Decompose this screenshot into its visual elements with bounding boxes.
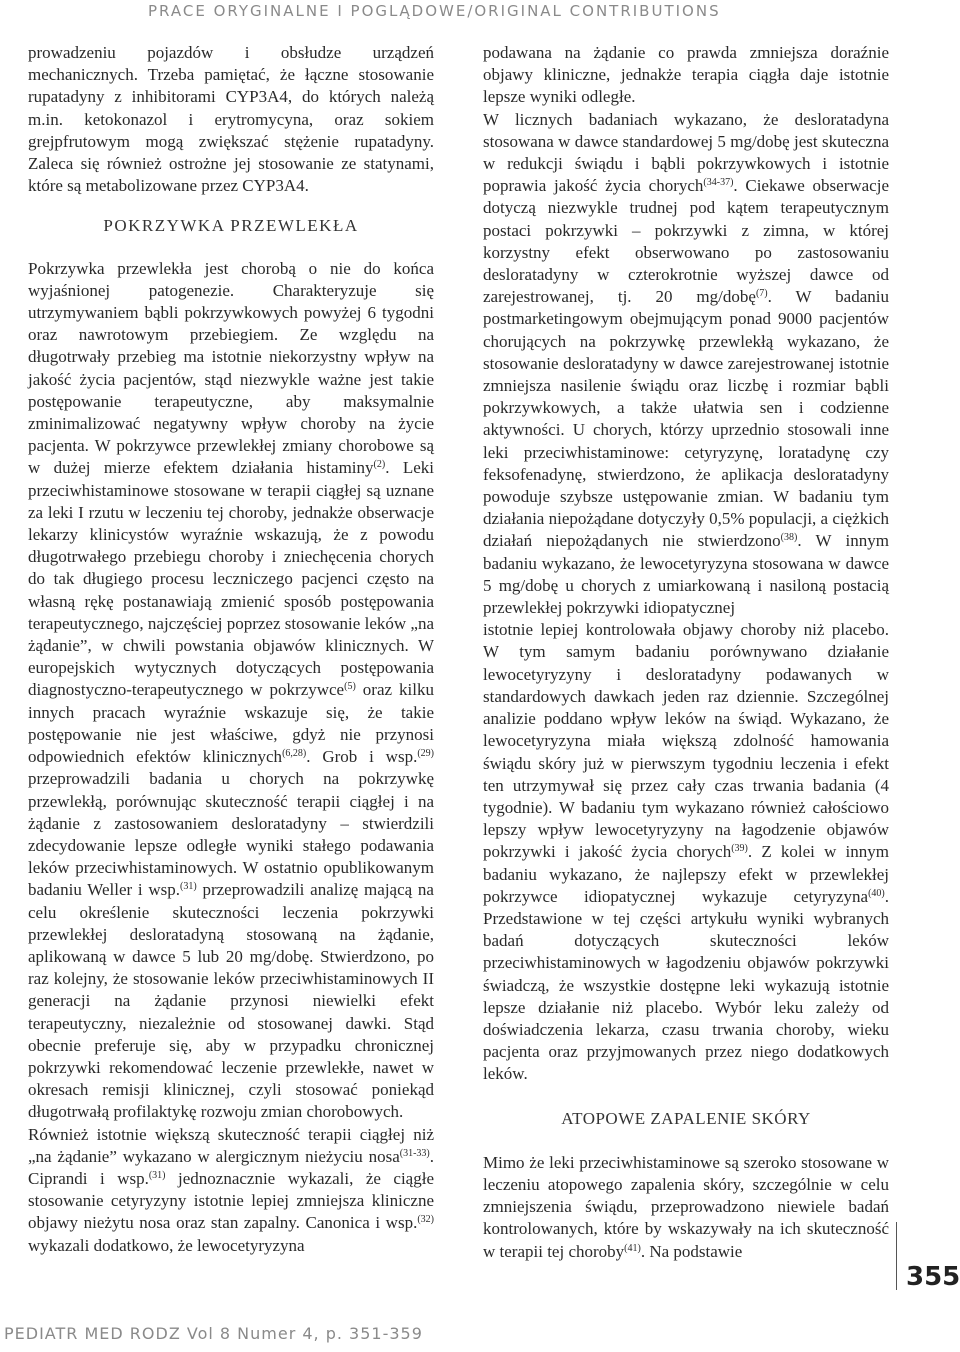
citation-ref: (7) [755,288,768,300]
citation-ref: (31) [148,1169,166,1181]
paragraph [483,619,889,1085]
citation-ref: (40) [868,887,885,899]
text-run: Pokrzywka przewlekła jest chorobą o nie do końca wyjaśnionej patogenezie. Charakteryzuje się utrzymywaniem bąbli pokrzywkowych powyżej 6 tygodni oraz nawrotowym przebiegiem. Ze względu na długotrwały przebieg ma istotnie niekorzystny wpływ na jakość życia pacjentów, stąd niezwykle ważne jest takie postępowanie terapeutyczne, aby maksymalnie zminimalizować negatywny wpływ choroby na życie pacjenta. W pokrzywce przewlekłej zmiany chorobowe są w dużej mierze efektem działania histaminy [28,258,434,478]
paragraph [28,1124,434,1257]
text-run: Mimo że leki przeciwhistaminowe są szeroko stosowane w leczeniu atopowego zapalenia skóry, szczególnie w celu zmniejszenia świądu, przeprowadzono niewiele badań kontrolowanych, które by wskazywały na ich skuteczność w terapii tej choroby [483,1152,889,1261]
citation-ref: (6,28) [282,748,307,760]
section-heading: ATOPOWE ZAPALENIE SKÓRY [561,1108,811,1128]
citation-ref: (39) [731,843,748,855]
text-run: istotnie lepiej kontrolowała objawy choroby niż placebo. W tym samym badaniu porównywano działanie lewocetyryzyny i desloratadyny podawanych w standardowych dawkach jeden raz dziennie. Szczególnej analizie poddano wpływ leków na świąd. Wykazano, że lewocetyryzyna miała większą zdolność hamowania świądu skóry już w pierwszym tygodniu leczenia i efekt ten utrzymywał się przez cały czas trwania badania (4 tygodnie). W badaniu tym wykazano również całościowo lepszy wpływ lewocetyryzyny na łagodzenie objawów pokrzywki i jakość życia chorych [483,620,889,862]
paragraph [483,1152,889,1263]
text-run: przeprowadzili analizę mającą na celu określenie skuteczności leczenia pokrzywki przewlekłej desloratadyną stosowaną na żądanie, aplikowaną w dawce 5 lub 20 mg/dobę. Stwierdzono, po raz kolejny, że stosowanie leków przeciwhistaminowych II generacji na żądanie przynosi niewielki efekt terapeutyczny, niezależnie od stosowanej dawki. Stąd obecnie preferuje się, aby w przypadku chronicznej pokrzywki rekomendować leczenie przewlekłe, nawet w okresach remisji klinicznej, czyli stosować poniekąd długotrwałą profilaktykę rozwoju zmian chorobowych. [28,880,434,1122]
footer-citation: PEDIATR MED RODZ Vol 8 Numer 4, p. 351-359 [4,1324,423,1343]
paragraph: prowadzeniu pojazdów i obsłudze urządzeń mechanicznych. Trzeba pamiętać, że łączne stosowanie rupatadyny z inhibitorami CYP3A4, do których należą m.in. ketokonazol i erytromycyna, oraz sokiem grejpfrutowym mogą zwiększać stężenie rupatadyny. Zaleca się również ostrożne jej stosowanie ze statynami, które są metabolizowane przez CYP3A4. [28,43,434,196]
text-run: . Ciprandi i wsp. [28,1146,434,1188]
text-run: . Przedstawione w tej części artykułu wyniki wybranych badań dotyczących skuteczności leków przeciwhistaminowych w łagodzeniu objawów pokrzywki świadczą, że wszystkie dostępne leki wykazują istotnie lepsze działanie niż placebo. Wybór leku zależy od doświadczenia lekarza, czasu trwania choroby, wieku pacjenta oraz przyjmowanych przez niego dodatkowych leków. [483,886,889,1084]
citation-ref: (31-33) [399,1147,430,1159]
citation-ref: (5) [344,681,356,693]
text-run: . Na podstawie [640,1241,743,1261]
text-run: . Z kolei w innym badaniu wykazano, że najlepszy efekt w przewlekłej pokrzywce idiopatycznej wykazuje cetyryzyna [483,842,889,906]
paragraph [28,258,434,1124]
citation-ref: (2) [373,459,386,471]
text-run: jednoznacznie wykazali, że ciągłe stosowanie cetyryzyny istotnie lepiej zmniejsza kliniczne objawy nieżytu nosa oraz stan zapalny. Canonica i wsp. [28,1168,434,1233]
right-column [483,42,889,1263]
running-header: PRACE ORYGINALNE I POGLĄDOWE/ORIGINAL CONTRIBUTIONS [148,2,721,20]
citation-ref: (31) [180,881,197,893]
page-number: 355 [906,1262,960,1292]
text-run: przeprowadzili badania u chorych na pokrzywkę przewlekłą, porównując skuteczność terapii ciągłej i na żądanie z zastosowaniem desloratadyny – stwierdzili zdecydowanie lepsze odległe wyniki stałego podawania leków przeciwhistaminowych. W ostatnio opublikowanym badaniu Weller i wsp. [28,769,434,900]
page-number-rule [896,1222,897,1290]
text-run: Również istotnie większą skuteczność terapii ciągłej niż „na żądanie” wykazano w alergicznym nieżyciu nosa [28,1124,434,1166]
citation-ref: (32) [417,1214,434,1226]
text-run: . Ciekawe obserwacje dotyczą niezwykle trudnej pod kątem terapeutycznym postaci pokrzywki – pokrzywki z zimna, w której korzystny efekt obserwowano po zastosowaniu desloratadyny w czterokrotnie wyższej dawce od zarejestrowanej, tj. 20 mg/dobę [483,176,889,307]
citation-ref: (34-37) [703,177,734,189]
text-run: . Grob i wsp. [306,747,418,767]
citation-ref: (38) [780,532,798,544]
text-run: . Leki przeciwhistaminowe stosowane w terapii ciągłej są uznane za leki I rzutu w leczeniu tej choroby, jednakże obserwacje lekarzy klinicystów wyraźnie wskazują, że z powodu długotrwałego przebiegu choroby i zniechęcenia chorych do tak długiego procesu leczniczego pacjenci często na własną rękę postanawiają zmienić sposób postępowania terapeutycznego, najczęściej poprzez stosowanie leków „na żądanie”, w chwili powstania objawów klinicznych. W europejskich wytycznych dotyczących postępowania diagnostyczno-terapeutycznego w pokrzywce [28,458,434,700]
text-run: . W badaniu postmarketingowym obejmującym ponad 9000 pacjentów chorujących na pokrzywkę przewlekłą wykazano, że stosowanie desloratadyny w dawce zarejestrowanej istotnie zmniejsza nasilenie świądu oraz liczbę i rozmiar bąbli pokrzywkowych, a także ułatwia sen i codzienne aktywności. U chorych, którzy uprzednio stosowali inne leki przeciwhistaminowe: cetyryzynę, loratadynę czy feksofenadynę, stwierdzono, że aplikacja desloratadyny powoduje szybsze ustępowanie zmian. W badaniu tym działania niepożądane dotyczyły 0,5% populacji, a ciężkich działań niepożądanych nie stwierdzono [483,287,889,551]
text-run: W licznych badaniach wykazano, że desloratadyna stosowana w dawce standardowej 5 mg/dobę jest skuteczna w redukcji świądu i bąbli pokrzywkowych i istotnie poprawia jakość życia chorych [483,109,889,196]
text-run: wykazali dodatkowo, że lewocetyryzyna [28,1235,305,1255]
citation-ref: (29) [417,748,434,760]
section-heading: POKRZYWKA PRZEWLEKŁA [103,216,359,236]
text-run: oraz kilku innych pracach wyraźnie wskazuje się, że takie postępowanie nie jest właściwe, gdyż nie przynosi odpowiednich efektów klinicznych [28,680,434,767]
citation-ref: (41) [624,1242,641,1254]
text-run: . W innym badaniu wykazano, że lewocetyryzyna stosowana w dawce 5 mg/dobę u chorych z umiarkowaną i nasiloną postacią przewlekłej pokrzywki idiopatycznej [483,531,889,618]
paragraph [483,109,889,620]
paragraph: podawana na żądanie co prawda zmniejsza doraźnie objawy kliniczne, jednakże terapia ciągła daje istotnie lepsze wyniki odległe. [483,43,889,107]
left-column [28,42,434,1257]
